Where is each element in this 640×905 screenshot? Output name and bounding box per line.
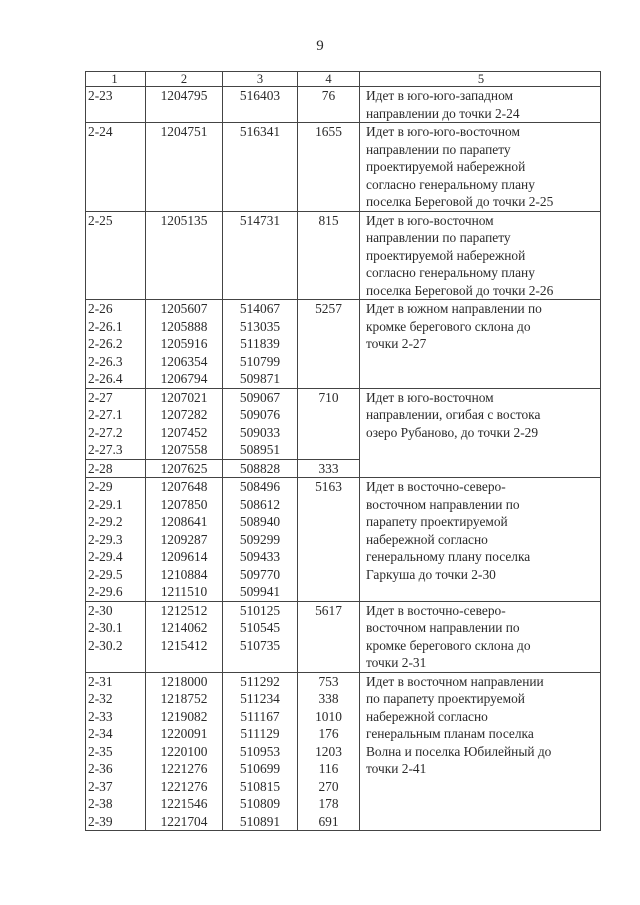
x-coordinate-cell-line: 1207850 [160,496,208,512]
y-coordinate-cell-line: 510891 [239,813,281,829]
point-id-cell-line: 2-26 [88,301,113,316]
length-cell-line: 5617 [315,602,342,618]
length-cell [298,388,360,459]
point-id-cell-line: 2-30.2 [88,637,123,653]
y-coordinate-cell-line: 508951 [239,442,281,457]
description-cell-line: согласно генеральному плану [366,265,535,280]
x-coordinate-cell-line: 1205888 [160,318,208,334]
x-coordinate-cell [146,672,223,831]
x-coordinate-cell-line: 1210884 [160,566,208,582]
y-coordinate-cell-line: 509033 [239,424,281,440]
table-row [86,478,601,602]
y-coordinate-cell [223,300,298,389]
y-coordinate-cell-line: 516341 [239,124,281,139]
description-cell-line: направлении по парапету [366,141,511,157]
x-coordinate-cell-line: 1204795 [160,88,208,103]
description-cell-line: восточном направлении по [366,620,520,635]
point-id-cell-line: 2-35 [88,743,113,759]
x-coordinate-cell-line: 1205607 [160,301,208,316]
description-cell [360,388,601,478]
y-coordinate-cell-line: 514067 [239,301,281,316]
point-id-cell-line: 2-24 [88,124,113,139]
y-coordinate-cell-line: 510809 [239,796,281,811]
description-cell [360,601,601,672]
point-id-cell-line: 2-29.3 [88,531,123,547]
length-cell [298,123,360,212]
table-row [86,601,601,672]
description-cell-line: направлении до точки 2-24 [366,105,520,121]
description-cell-line: генеральным планам поселка [366,726,534,741]
length-cell-line: 76 [321,88,336,103]
y-coordinate-cell-line: 513035 [239,318,281,334]
boundary-points-table [85,71,601,831]
y-coordinate-cell-line: 510815 [239,778,281,794]
x-coordinate-cell [146,211,223,300]
description-cell-line: Волна и поселка Юбилейный до [366,743,552,759]
point-id-cell-line: 2-27 [88,389,113,405]
length-cell-line: 691 [318,813,339,829]
point-id-cell-line: 2-38 [88,796,113,811]
length-cell-line: 338 [318,691,339,706]
x-coordinate-cell-line: 1218752 [160,691,208,706]
x-coordinate-cell-line: 1207558 [160,442,208,457]
header-cell: 3 [223,72,298,87]
table-row [86,388,601,459]
point-id-cell [86,478,146,602]
header-cell: 4 [298,72,360,87]
description-cell-line: кромке берегового склона до [366,637,531,653]
point-id-cell-line: 2-34 [88,726,113,741]
y-coordinate-cell [223,87,298,123]
point-id-cell [86,123,146,212]
length-cell-line [302,637,355,655]
point-id-cell [86,672,146,831]
y-coordinate-cell-line: 509067 [239,389,281,405]
description-cell-line: набережной согласно [366,708,488,724]
length-cell-line [302,424,355,442]
length-cell-line: 176 [318,726,339,741]
y-coordinate-cell-line: 509299 [239,531,281,547]
y-coordinate-cell-line: 509433 [239,549,281,564]
table-row [86,211,601,300]
point-id-cell [86,211,146,300]
length-cell-line: 1203 [315,743,342,759]
length-cell-line [302,406,355,424]
description-cell-line: восточном направлении по [366,496,520,512]
length-cell-line [302,335,355,353]
x-coordinate-cell-line: 1209614 [160,549,208,564]
point-id-cell-line: 2-29.4 [88,549,123,564]
length-cell-line: 1010 [315,708,342,724]
x-coordinate-cell [146,478,223,602]
x-coordinate-cell-line: 1214062 [160,620,208,635]
x-coordinate-cell-line: 1221276 [160,778,208,794]
y-coordinate-cell-line: 511839 [240,336,280,351]
y-coordinate-cell [223,388,298,459]
length-cell-line [302,441,355,459]
y-coordinate-cell-line: 510953 [239,743,281,759]
length-cell-line [302,566,355,584]
y-coordinate-cell-line: 510545 [239,620,281,635]
y-coordinate-cell-line: 509871 [239,371,281,386]
table-row [86,300,601,389]
x-coordinate-cell-line: 1207625 [160,460,208,476]
length-cell-line: 1655 [315,124,342,139]
header-cell: 2 [146,72,223,87]
point-id-cell-line: 2-23 [88,88,113,103]
y-coordinate-cell-line: 508496 [239,479,281,494]
description-cell-line: поселка Береговой до точки 2-26 [366,282,554,298]
header-cell: 5 [360,72,601,87]
description-cell [360,672,601,831]
y-coordinate-cell [223,478,298,602]
y-coordinate-cell-line: 509941 [239,584,281,599]
y-coordinate-cell-line: 510735 [239,637,281,653]
y-coordinate-cell-line: 509770 [239,566,281,582]
header-cell: 1 [86,72,146,87]
x-coordinate-cell-line: 1205135 [160,212,208,228]
length-cell [298,478,360,602]
description-cell-line: Идет в юго-восточном [366,212,494,228]
x-coordinate-cell-line: 1212512 [160,602,208,618]
y-coordinate-cell-line: 511234 [240,691,280,706]
point-id-cell-line: 2-30 [88,602,113,618]
x-coordinate-cell-line: 1220100 [160,743,208,759]
y-coordinate-cell-line: 511292 [240,673,280,689]
y-coordinate-cell-line: 511129 [240,726,280,741]
length-cell-line [302,583,355,601]
description-cell-line: по парапету проектируемой [366,691,525,706]
point-id-cell-line: 2-28 [88,460,113,476]
description-cell-line: поселка Береговой до точки 2-25 [366,194,554,209]
x-coordinate-cell-line: 1221704 [160,813,208,829]
description-cell-line: точки 2-41 [366,761,427,776]
x-coordinate-cell-line: 1211510 [160,584,208,599]
y-coordinate-cell-line: 510699 [239,761,281,776]
y-coordinate-cell-line: 508828 [239,460,281,476]
description-cell-line: озеро Рубаново, до точки 2-29 [366,424,539,440]
x-coordinate-cell-line: 1204751 [160,124,208,139]
point-id-cell-line: 2-29.6 [88,584,123,599]
description-cell-line: проектируемой набережной [366,159,526,174]
description-cell-line: Идет в южном направлении по [366,301,542,316]
length-cell-line [302,513,355,531]
description-cell-line: согласно генеральному плану [366,176,535,192]
description-cell-line: Идет в восточно-северо- [366,602,506,618]
y-coordinate-cell-line: 516403 [239,88,281,103]
point-id-cell-line: 2-26.1 [88,318,123,334]
point-id-cell [86,601,146,672]
length-cell [298,601,360,672]
page-number: 9 [316,38,324,54]
description-cell-line: Идет в юго-юго-западном [366,88,513,103]
point-id-cell-line: 2-27.1 [88,407,123,422]
description-cell [360,478,601,602]
description-cell-line: Гаркуша до точки 2-30 [366,566,496,582]
y-coordinate-cell-line: 514731 [239,212,281,228]
length-cell-line: 333 [318,460,339,476]
x-coordinate-cell-line: 1220091 [160,726,208,741]
point-id-cell-line: 2-26.2 [88,336,123,351]
description-cell-line: точки 2-31 [366,655,427,670]
length-cell-line: 5257 [315,301,342,316]
point-id-cell-line: 2-30.1 [88,620,123,635]
description-cell-line: Идет в восточно-северо- [366,479,506,494]
length-cell-line: 116 [318,761,339,776]
length-cell-line: 178 [318,796,339,811]
x-coordinate-cell-line: 1221276 [160,761,208,776]
point-id-cell [86,388,146,459]
description-cell-line: точки 2-27 [366,336,427,351]
description-cell-line: проектируемой набережной [366,247,526,263]
description-cell-line: Идет в юго-восточном [366,389,494,405]
length-cell-line: 753 [318,673,339,689]
y-coordinate-cell-line: 508612 [239,496,281,512]
length-cell [298,459,360,478]
description-cell-line: направлении, огибая с востока [366,407,541,422]
length-cell-line: 710 [318,389,339,405]
length-cell-line [302,353,355,371]
point-id-cell [86,87,146,123]
x-coordinate-cell-line: 1205916 [160,336,208,351]
length-cell-line [302,531,355,549]
table-row [86,672,601,831]
x-coordinate-cell [146,388,223,459]
point-id-cell [86,459,146,478]
point-id-cell-line: 2-27.3 [88,442,123,457]
x-coordinate-cell-line: 1221546 [160,796,208,811]
y-coordinate-cell [223,601,298,672]
x-coordinate-cell-line: 1208641 [160,514,208,529]
x-coordinate-cell-line: 1206354 [160,353,208,369]
x-coordinate-cell-line: 1215412 [160,637,208,653]
x-coordinate-cell [146,123,223,212]
x-coordinate-cell-line: 1207648 [160,479,208,494]
description-cell-line: парапету проектируемой [366,514,508,529]
length-cell [298,672,360,831]
point-id-cell [86,300,146,389]
point-id-cell-line: 2-26.3 [88,353,123,369]
point-id-cell-line: 2-31 [88,673,113,689]
description-cell-line: кромке берегового склона до [366,318,531,334]
point-id-cell-line: 2-25 [88,212,113,228]
y-coordinate-cell-line: 510125 [239,602,281,618]
length-cell-line [302,318,355,336]
y-coordinate-cell [223,211,298,300]
point-id-cell-line: 2-36 [88,761,113,776]
description-cell [360,87,601,123]
description-cell [360,300,601,389]
description-cell-line: Идет в восточном направлении [366,673,544,689]
description-cell-line: направлении по парапету [366,230,511,245]
length-cell-line: 5163 [315,479,342,494]
y-coordinate-cell [223,459,298,478]
length-cell-line [302,619,355,637]
length-cell-line [302,496,355,514]
length-cell-line: 815 [318,212,339,228]
point-id-cell-line: 2-29.2 [88,514,123,529]
y-coordinate-cell-line: 511167 [240,708,280,724]
description-cell [360,123,601,212]
x-coordinate-cell-line: 1207282 [160,407,208,422]
length-cell [298,300,360,389]
point-id-cell-line: 2-37 [88,778,113,794]
point-id-cell-line: 2-32 [88,691,113,706]
y-coordinate-cell [223,123,298,212]
table-row [86,87,601,123]
table-row [86,123,601,212]
description-cell-line: Идет в юго-юго-восточном [366,124,520,139]
x-coordinate-cell [146,459,223,478]
y-coordinate-cell-line: 509076 [239,407,281,422]
x-coordinate-cell-line: 1218000 [160,673,208,689]
y-coordinate-cell [223,672,298,831]
point-id-cell-line: 2-39 [88,813,113,829]
x-coordinate-cell-line: 1207452 [160,424,208,440]
y-coordinate-cell-line: 510799 [239,353,281,369]
description-cell-line: генеральному плану поселка [366,549,531,564]
point-id-cell-line: 2-29.5 [88,566,123,582]
point-id-cell-line: 2-26.4 [88,371,123,386]
point-id-cell-line: 2-29.1 [88,496,123,512]
x-coordinate-cell-line: 1209287 [160,531,208,547]
x-coordinate-cell-line: 1207021 [160,389,208,405]
table-header-row [86,72,601,87]
length-cell [298,87,360,123]
x-coordinate-cell [146,300,223,389]
point-id-cell-line: 2-33 [88,708,113,724]
length-cell-line [302,370,355,388]
point-id-cell-line: 2-27.2 [88,424,123,440]
point-id-cell-line: 2-29 [88,479,113,494]
x-coordinate-cell [146,601,223,672]
length-cell [298,211,360,300]
length-cell-line: 270 [318,778,339,794]
description-cell-line: набережной согласно [366,531,488,547]
x-coordinate-cell-line: 1219082 [160,708,208,724]
length-cell-line [302,548,355,566]
x-coordinate-cell-line: 1206794 [160,371,208,386]
y-coordinate-cell-line: 508940 [239,514,281,529]
x-coordinate-cell [146,87,223,123]
description-cell [360,211,601,300]
